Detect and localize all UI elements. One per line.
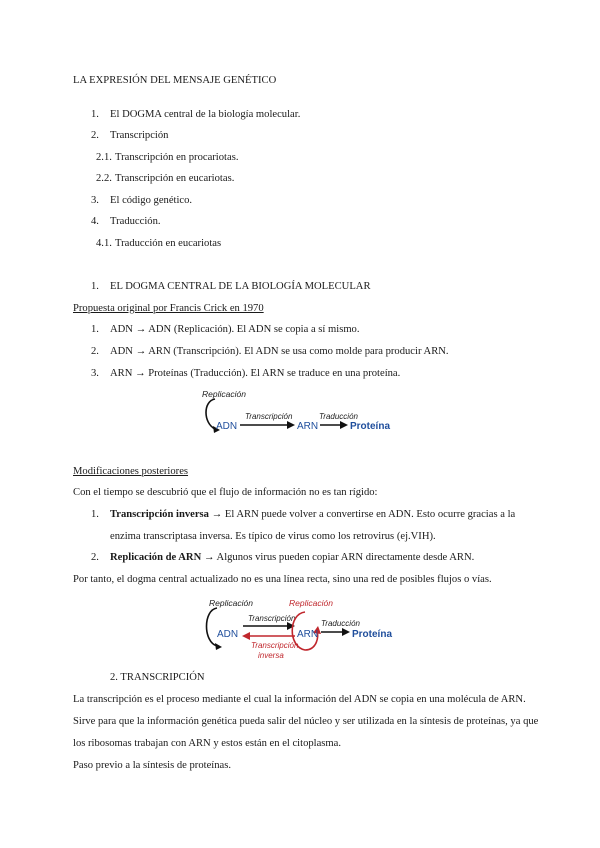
- section-heading: 2. TRANSCRIPCIÓN: [110, 672, 205, 683]
- label-traduccion: Traducción: [321, 619, 360, 628]
- list-item: ADN → ADN (Replicación). El ADN se copia a sí mismo.: [110, 324, 360, 335]
- list-number: 3.: [91, 368, 99, 379]
- toc-item: El código genético.: [110, 195, 193, 206]
- node-adn: ADN: [216, 421, 238, 432]
- node-proteina: Proteína: [350, 421, 391, 432]
- mods-heading: Modificaciones posteriores: [73, 466, 189, 477]
- toc-item: Traducción en eucariotas: [115, 238, 222, 249]
- arrowhead-icon: [242, 632, 250, 640]
- arrowhead-icon: [287, 421, 295, 429]
- paragraph-continuation: los ribosomas trabajan con ARN y estos están en el citoplasma.: [73, 738, 342, 749]
- mods-intro: Con el tiempo se descubrió que el flujo de información no es tan rígido:: [73, 487, 378, 498]
- node-adn: ADN: [217, 629, 239, 640]
- label-replicacion-arn: Replicación: [289, 598, 333, 608]
- section-number: 1.: [91, 281, 99, 292]
- toc-number: 2.: [91, 130, 99, 141]
- label-replicacion: Replicación: [202, 389, 246, 399]
- section-subheading: Propuesta original por Francis Crick en 1970: [73, 303, 264, 314]
- label-traduccion: Traducción: [319, 412, 358, 421]
- label-transcripcion: Transcripción: [248, 614, 296, 623]
- term-bold: Transcripción inversa: [110, 509, 209, 520]
- arrowhead-icon: [340, 421, 348, 429]
- toc-item: El DOGMA central de la biología molecular.: [110, 109, 301, 120]
- paragraph: Paso previo a la síntesis de proteínas.: [73, 760, 231, 771]
- node-arn: ARN: [297, 421, 319, 432]
- toc-number: 2.1.: [96, 152, 112, 163]
- list-number: 1.: [91, 509, 99, 520]
- list-item: [110, 551, 474, 565]
- central-dogma-diagram: [195, 385, 405, 443]
- toc-item: Transcripción en eucariotas.: [115, 173, 235, 184]
- term-bold: Replicación de ARN: [110, 552, 202, 563]
- document-title: LA EXPRESIÓN DEL MENSAJE GENÉTICO: [73, 75, 277, 86]
- term-description: → El ARN puede volver a convertirse en ADN. Esto ocurre gracias a la: [208, 509, 516, 520]
- toc-number: 1.: [91, 109, 99, 120]
- toc-item: Transcripción: [110, 130, 169, 141]
- node-proteina: Proteína: [352, 629, 393, 640]
- replication-loop-arrow: [206, 399, 215, 429]
- list-item: [110, 508, 515, 522]
- term-description: → Algunos virus pueden copiar ARN directamente desde ARN.: [201, 552, 475, 563]
- label-transcripcion: Transcripción: [245, 412, 293, 421]
- list-number: 2.: [91, 552, 99, 563]
- label-transcripcion-inversa: Transcripción: [251, 641, 299, 650]
- updated-dogma-diagram: [195, 592, 425, 662]
- toc-item: Traducción.: [110, 216, 161, 227]
- toc-number: 4.1.: [96, 238, 112, 249]
- paragraph: La transcripción es el proceso mediante el cual la información del ADN se copia en una molécula de ARN.: [73, 694, 526, 705]
- adn-replication-loop: [207, 608, 218, 646]
- node-arn: ARN: [297, 629, 319, 640]
- section-heading: EL DOGMA CENTRAL DE LA BIOLOGÍA MOLECULAR: [110, 281, 371, 292]
- paragraph: Sirve para que la información genética pueda salir del núcleo y ser utilizada en la síntesis de proteínas, ya que: [73, 716, 539, 727]
- toc-number: 4.: [91, 216, 99, 227]
- toc-number: 3.: [91, 195, 99, 206]
- toc-number: 2.2.: [96, 173, 112, 184]
- label-inversa: inversa: [258, 651, 284, 660]
- list-item: ARN → Proteínas (Traducción). El ARN se traduce en una proteína.: [110, 368, 401, 379]
- toc-item: Transcripción en procariotas.: [115, 152, 239, 163]
- list-number: 1.: [91, 324, 99, 335]
- arrowhead-icon: [342, 628, 350, 636]
- list-item-continuation: enzima transcriptasa inversa. Es típico de virus como los retrovirus (ej.VIH).: [110, 531, 436, 542]
- arrowhead-icon: [215, 643, 222, 650]
- list-item: ADN → ARN (Transcripción). El ADN se usa como molde para producir ARN.: [110, 346, 449, 357]
- list-number: 2.: [91, 346, 99, 357]
- conclusion-paragraph: Por tanto, el dogma central actualizado no es una línea recta, sino una red de posibles flujos o vías.: [73, 574, 492, 585]
- label-replicacion-adn: Replicación: [209, 598, 253, 608]
